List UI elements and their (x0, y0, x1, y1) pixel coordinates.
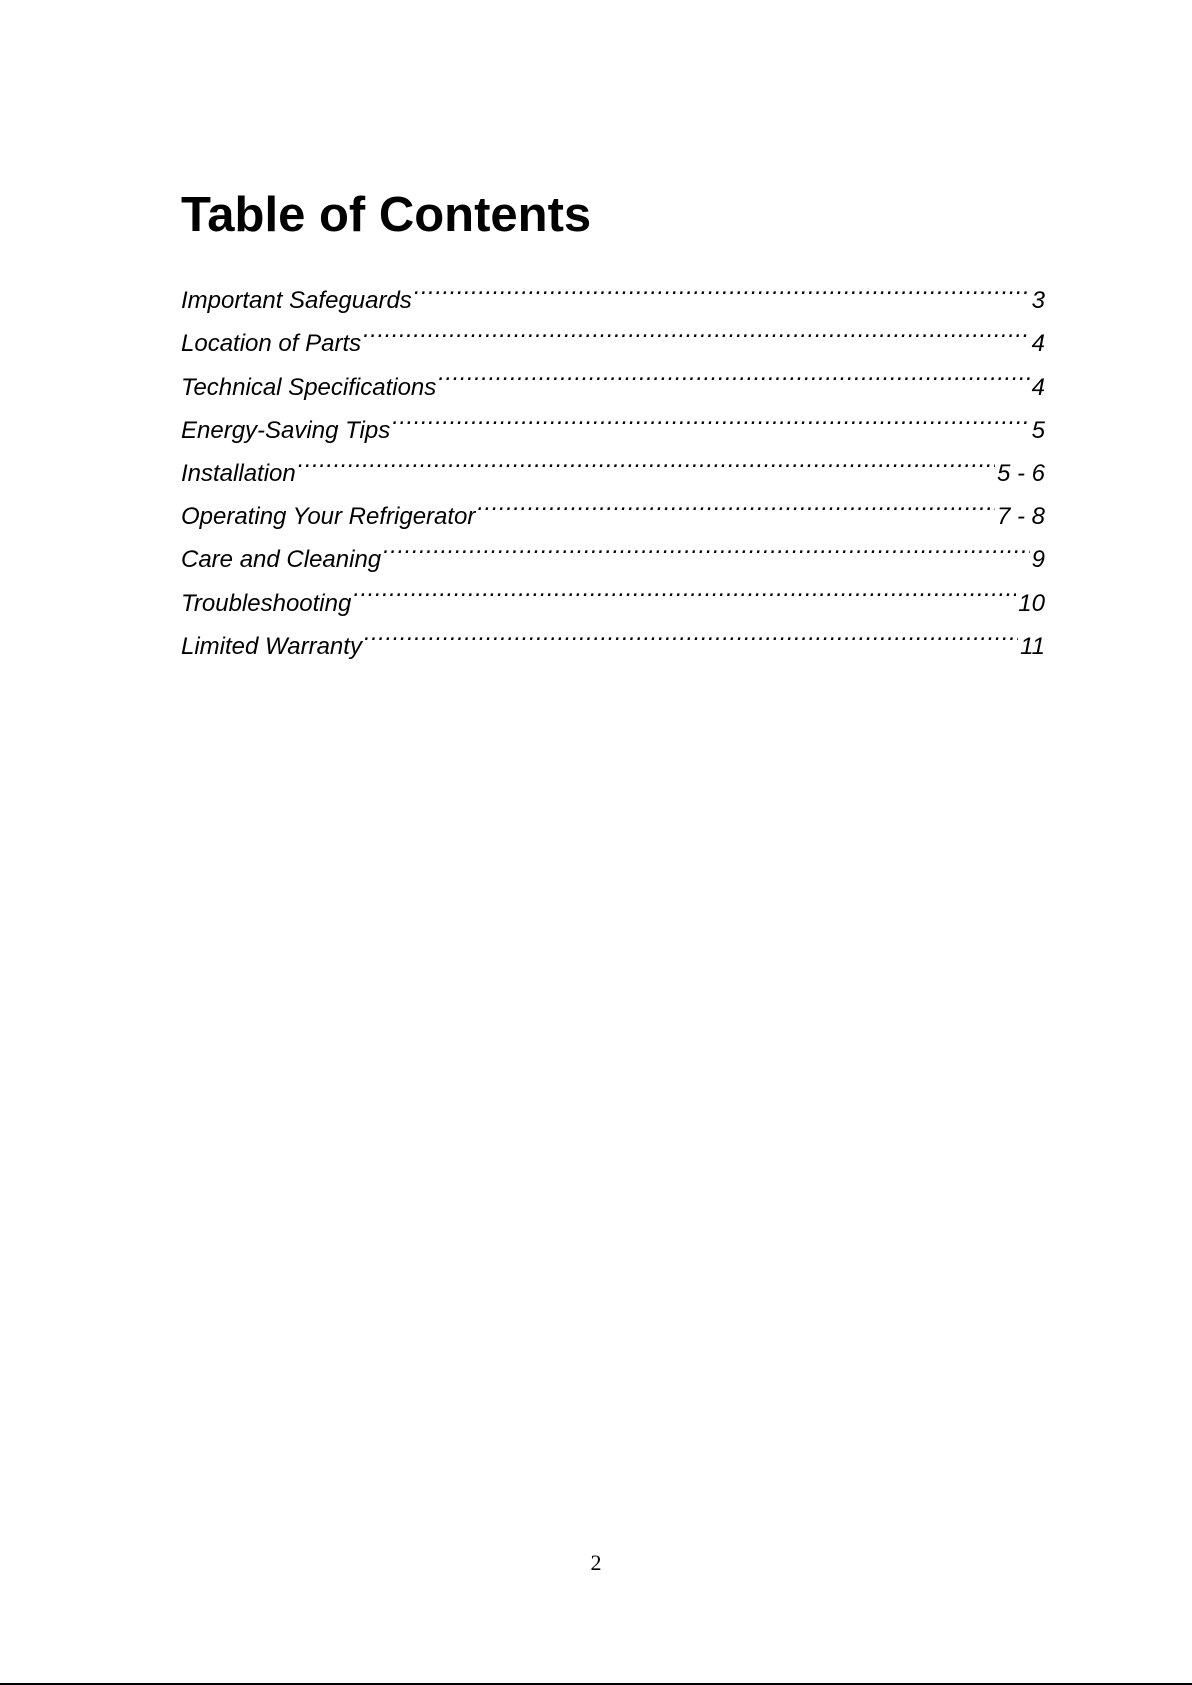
toc-list (181, 265, 1045, 660)
toc-entry-label: Important Safeguards (181, 287, 412, 315)
dot-leader (392, 395, 1029, 438)
toc-entry-page: 7 - 8 (996, 503, 1045, 531)
toc-entry-important-safeguards[interactable] (181, 265, 1045, 315)
toc-entry-page: 9 (1031, 546, 1045, 574)
dot-leader (363, 308, 1030, 351)
table-of-contents (181, 185, 1045, 660)
toc-entry-label: Operating Your Refrigerator (181, 503, 476, 531)
toc-entry-label: Installation (181, 459, 296, 487)
page-number: 2 (590, 1550, 602, 1575)
dot-leader (364, 611, 1018, 654)
toc-entry-label: Troubleshooting (181, 589, 352, 617)
dot-leader (438, 351, 1029, 394)
toc-entry-label: Limited Warranty (181, 632, 362, 660)
toc-entry-page: 11 (1020, 632, 1045, 660)
toc-entry-page: 3 (1031, 287, 1045, 315)
toc-entry-label: Care and Cleaning (181, 546, 382, 574)
toc-entry-label: Energy-Saving Tips (181, 416, 391, 444)
page-title: Table of Contents (181, 188, 592, 242)
toc-entry-page: 5 - 6 (996, 459, 1045, 487)
toc-entry-installation[interactable] (181, 438, 1045, 487)
dot-leader (353, 567, 1016, 610)
dot-leader (414, 265, 1030, 308)
dot-leader (298, 438, 995, 481)
dot-leader (383, 524, 1030, 567)
dot-leader (477, 481, 995, 524)
toc-entry-page: 4 (1031, 330, 1045, 358)
toc-entry-page: 5 (1031, 416, 1045, 444)
toc-entry-label: Location of Parts (181, 330, 362, 358)
toc-entry-label: Technical Specifications (181, 373, 437, 401)
toc-entry-page: 4 (1031, 373, 1045, 401)
toc-entry-page: 10 (1018, 589, 1045, 617)
toc-entry-operating-your-refrigerator[interactable] (181, 481, 1045, 531)
